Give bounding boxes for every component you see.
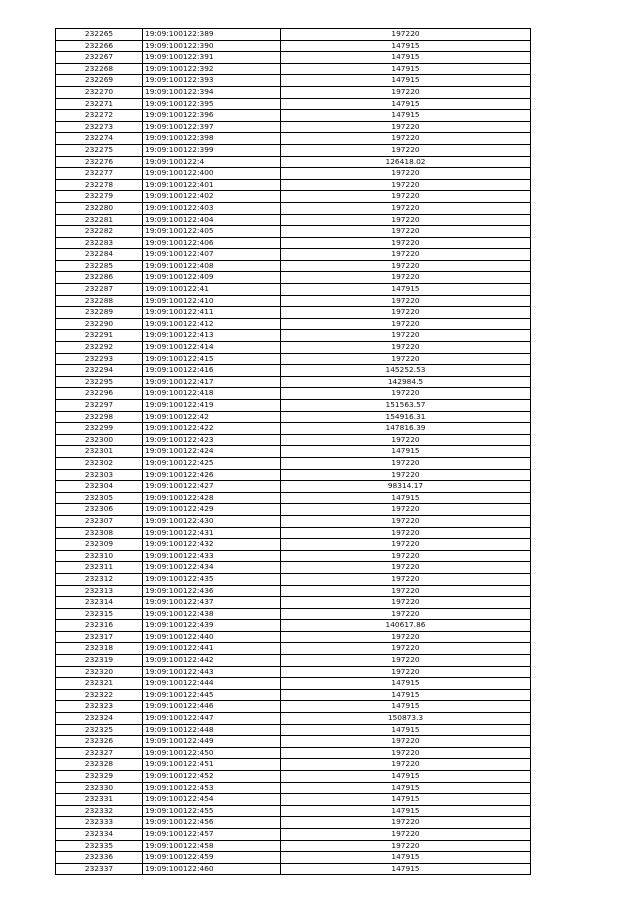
table-row bbox=[56, 400, 531, 412]
row-number-cell: 232329 bbox=[56, 771, 143, 783]
row-number-cell: 232331 bbox=[56, 794, 143, 806]
table-row bbox=[56, 724, 531, 736]
cadastral-number-cell: 19:09:100122:400 bbox=[143, 168, 281, 180]
cadastral-number-cell: 19:09:100122:449 bbox=[143, 736, 281, 748]
table-row bbox=[56, 852, 531, 864]
value-cell: 197220 bbox=[281, 469, 531, 481]
value-cell: 197220 bbox=[281, 202, 531, 214]
cadastral-number-cell: 19:09:100122:460 bbox=[143, 863, 281, 875]
value-cell: 147915 bbox=[281, 701, 531, 713]
row-number-cell: 232279 bbox=[56, 191, 143, 203]
cadastral-number-cell: 19:09:100122:430 bbox=[143, 515, 281, 527]
cadastral-number-cell: 19:09:100122:403 bbox=[143, 202, 281, 214]
table-row bbox=[56, 284, 531, 296]
value-cell: 197220 bbox=[281, 840, 531, 852]
table-row bbox=[56, 747, 531, 759]
cadastral-number-cell: 19:09:100122:459 bbox=[143, 852, 281, 864]
table-row bbox=[56, 608, 531, 620]
row-number-cell: 232293 bbox=[56, 353, 143, 365]
cadastral-number-cell: 19:09:100122:417 bbox=[143, 376, 281, 388]
cadastral-number-cell: 19:09:100122:433 bbox=[143, 550, 281, 562]
table-row bbox=[56, 492, 531, 504]
row-number-cell: 232302 bbox=[56, 457, 143, 469]
cadastral-number-cell: 19:09:100122:445 bbox=[143, 689, 281, 701]
value-cell: 126418.02 bbox=[281, 156, 531, 168]
table-row bbox=[56, 179, 531, 191]
table-row bbox=[56, 226, 531, 238]
table-row bbox=[56, 52, 531, 64]
value-cell: 197220 bbox=[281, 133, 531, 145]
table-row bbox=[56, 40, 531, 52]
value-cell: 147915 bbox=[281, 446, 531, 458]
table-row bbox=[56, 828, 531, 840]
data-table bbox=[55, 28, 531, 875]
value-cell: 197220 bbox=[281, 214, 531, 226]
row-number-cell: 232274 bbox=[56, 133, 143, 145]
cadastral-number-cell: 19:09:100122:436 bbox=[143, 585, 281, 597]
cadastral-number-cell: 19:09:100122:427 bbox=[143, 481, 281, 493]
value-cell: 197220 bbox=[281, 179, 531, 191]
value-cell: 147915 bbox=[281, 63, 531, 75]
table-row bbox=[56, 307, 531, 319]
cadastral-number-cell: 19:09:100122:450 bbox=[143, 747, 281, 759]
row-number-cell: 232325 bbox=[56, 724, 143, 736]
row-number-cell: 232311 bbox=[56, 562, 143, 574]
cadastral-number-cell: 19:09:100122:402 bbox=[143, 191, 281, 203]
value-cell: 197220 bbox=[281, 168, 531, 180]
table-row bbox=[56, 817, 531, 829]
row-number-cell: 232319 bbox=[56, 655, 143, 667]
cadastral-number-cell: 19:09:100122:407 bbox=[143, 249, 281, 261]
value-cell: 197220 bbox=[281, 655, 531, 667]
row-number-cell: 232278 bbox=[56, 179, 143, 191]
cadastral-number-cell: 19:09:100122:431 bbox=[143, 527, 281, 539]
value-cell: 151563.57 bbox=[281, 400, 531, 412]
table-row bbox=[56, 29, 531, 41]
table-row bbox=[56, 376, 531, 388]
value-cell: 98314.17 bbox=[281, 481, 531, 493]
table-row bbox=[56, 446, 531, 458]
value-cell: 197220 bbox=[281, 237, 531, 249]
row-number-cell: 232312 bbox=[56, 573, 143, 585]
row-number-cell: 232291 bbox=[56, 330, 143, 342]
cadastral-number-cell: 19:09:100122:432 bbox=[143, 539, 281, 551]
value-cell: 197220 bbox=[281, 260, 531, 272]
cadastral-number-cell: 19:09:100122:456 bbox=[143, 817, 281, 829]
row-number-cell: 232330 bbox=[56, 782, 143, 794]
row-number-cell: 232270 bbox=[56, 86, 143, 98]
value-cell: 197220 bbox=[281, 353, 531, 365]
cadastral-number-cell: 19:09:100122:406 bbox=[143, 237, 281, 249]
value-cell: 147915 bbox=[281, 724, 531, 736]
row-number-cell: 232334 bbox=[56, 828, 143, 840]
value-cell: 147915 bbox=[281, 284, 531, 296]
row-number-cell: 232304 bbox=[56, 481, 143, 493]
cadastral-number-cell: 19:09:100122:437 bbox=[143, 597, 281, 609]
value-cell: 150873.3 bbox=[281, 713, 531, 725]
cadastral-number-cell: 19:09:100122:434 bbox=[143, 562, 281, 574]
row-number-cell: 232333 bbox=[56, 817, 143, 829]
value-cell: 197220 bbox=[281, 817, 531, 829]
table-row bbox=[56, 504, 531, 516]
value-cell: 197220 bbox=[281, 121, 531, 133]
cadastral-number-cell: 19:09:100122:447 bbox=[143, 713, 281, 725]
table-row bbox=[56, 63, 531, 75]
value-cell: 142984.5 bbox=[281, 376, 531, 388]
value-cell: 197220 bbox=[281, 666, 531, 678]
table-row bbox=[56, 539, 531, 551]
cadastral-number-cell: 19:09:100122:453 bbox=[143, 782, 281, 794]
table-row bbox=[56, 759, 531, 771]
cadastral-number-cell: 19:09:100122:397 bbox=[143, 121, 281, 133]
value-cell: 147915 bbox=[281, 863, 531, 875]
row-number-cell: 232308 bbox=[56, 527, 143, 539]
row-number-cell: 232275 bbox=[56, 144, 143, 156]
value-cell: 197220 bbox=[281, 144, 531, 156]
value-cell: 147915 bbox=[281, 771, 531, 783]
table-row bbox=[56, 202, 531, 214]
table-row bbox=[56, 272, 531, 284]
row-number-cell: 232280 bbox=[56, 202, 143, 214]
table-row bbox=[56, 237, 531, 249]
cadastral-number-cell: 19:09:100122:416 bbox=[143, 365, 281, 377]
row-number-cell: 232286 bbox=[56, 272, 143, 284]
row-number-cell: 232297 bbox=[56, 400, 143, 412]
table-row bbox=[56, 515, 531, 527]
cadastral-number-cell: 19:09:100122:399 bbox=[143, 144, 281, 156]
cadastral-number-cell: 19:09:100122:457 bbox=[143, 828, 281, 840]
row-number-cell: 232271 bbox=[56, 98, 143, 110]
value-cell: 147915 bbox=[281, 40, 531, 52]
value-cell: 197220 bbox=[281, 191, 531, 203]
value-cell: 147915 bbox=[281, 110, 531, 122]
value-cell: 197220 bbox=[281, 272, 531, 284]
row-number-cell: 232265 bbox=[56, 29, 143, 41]
value-cell: 197220 bbox=[281, 759, 531, 771]
table-row bbox=[56, 562, 531, 574]
row-number-cell: 232306 bbox=[56, 504, 143, 516]
row-number-cell: 232269 bbox=[56, 75, 143, 87]
table-row bbox=[56, 330, 531, 342]
table-row bbox=[56, 318, 531, 330]
row-number-cell: 232323 bbox=[56, 701, 143, 713]
row-number-cell: 232305 bbox=[56, 492, 143, 504]
cadastral-number-cell: 19:09:100122:452 bbox=[143, 771, 281, 783]
row-number-cell: 232267 bbox=[56, 52, 143, 64]
table-row bbox=[56, 620, 531, 632]
table-row bbox=[56, 469, 531, 481]
cadastral-number-cell: 19:09:100122:412 bbox=[143, 318, 281, 330]
value-cell: 147915 bbox=[281, 492, 531, 504]
value-cell: 197220 bbox=[281, 573, 531, 585]
value-cell: 197220 bbox=[281, 597, 531, 609]
value-cell: 197220 bbox=[281, 457, 531, 469]
cadastral-number-cell: 19:09:100122:441 bbox=[143, 643, 281, 655]
row-number-cell: 232298 bbox=[56, 411, 143, 423]
value-cell: 197220 bbox=[281, 504, 531, 516]
table-row bbox=[56, 86, 531, 98]
table-row bbox=[56, 573, 531, 585]
table-row bbox=[56, 191, 531, 203]
cadastral-number-cell: 19:09:100122:458 bbox=[143, 840, 281, 852]
table-row bbox=[56, 121, 531, 133]
row-number-cell: 232326 bbox=[56, 736, 143, 748]
row-number-cell: 232335 bbox=[56, 840, 143, 852]
row-number-cell: 232337 bbox=[56, 863, 143, 875]
row-number-cell: 232314 bbox=[56, 597, 143, 609]
cadastral-number-cell: 19:09:100122:389 bbox=[143, 29, 281, 41]
cadastral-number-cell: 19:09:100122:409 bbox=[143, 272, 281, 284]
row-number-cell: 232310 bbox=[56, 550, 143, 562]
cadastral-number-cell: 19:09:100122:446 bbox=[143, 701, 281, 713]
table-row bbox=[56, 168, 531, 180]
row-number-cell: 232285 bbox=[56, 260, 143, 272]
value-cell: 197220 bbox=[281, 515, 531, 527]
value-cell: 147816.39 bbox=[281, 423, 531, 435]
value-cell: 145252.53 bbox=[281, 365, 531, 377]
value-cell: 197220 bbox=[281, 828, 531, 840]
row-number-cell: 232315 bbox=[56, 608, 143, 620]
row-number-cell: 232284 bbox=[56, 249, 143, 261]
value-cell: 147915 bbox=[281, 689, 531, 701]
row-number-cell: 232292 bbox=[56, 342, 143, 354]
value-cell: 197220 bbox=[281, 330, 531, 342]
row-number-cell: 232277 bbox=[56, 168, 143, 180]
table-row bbox=[56, 214, 531, 226]
value-cell: 197220 bbox=[281, 86, 531, 98]
table-row bbox=[56, 133, 531, 145]
cadastral-number-cell: 19:09:100122:390 bbox=[143, 40, 281, 52]
table-row bbox=[56, 481, 531, 493]
cadastral-number-cell: 19:09:100122:448 bbox=[143, 724, 281, 736]
value-cell: 197220 bbox=[281, 29, 531, 41]
value-cell: 197220 bbox=[281, 318, 531, 330]
row-number-cell: 232290 bbox=[56, 318, 143, 330]
table-row bbox=[56, 863, 531, 875]
row-number-cell: 232336 bbox=[56, 852, 143, 864]
table-row bbox=[56, 643, 531, 655]
cadastral-number-cell: 19:09:100122:439 bbox=[143, 620, 281, 632]
table-row bbox=[56, 144, 531, 156]
row-number-cell: 232276 bbox=[56, 156, 143, 168]
table-row bbox=[56, 423, 531, 435]
value-cell: 147915 bbox=[281, 98, 531, 110]
row-number-cell: 232287 bbox=[56, 284, 143, 296]
table-row bbox=[56, 550, 531, 562]
cadastral-number-cell: 19:09:100122:42 bbox=[143, 411, 281, 423]
row-number-cell: 232272 bbox=[56, 110, 143, 122]
table-row bbox=[56, 434, 531, 446]
row-number-cell: 232288 bbox=[56, 295, 143, 307]
value-cell: 197220 bbox=[281, 434, 531, 446]
table-row bbox=[56, 713, 531, 725]
row-number-cell: 232282 bbox=[56, 226, 143, 238]
row-number-cell: 232324 bbox=[56, 713, 143, 725]
row-number-cell: 232289 bbox=[56, 307, 143, 319]
cadastral-number-cell: 19:09:100122:435 bbox=[143, 573, 281, 585]
cadastral-number-cell: 19:09:100122:405 bbox=[143, 226, 281, 238]
value-cell: 197220 bbox=[281, 550, 531, 562]
table-row bbox=[56, 701, 531, 713]
table-row bbox=[56, 782, 531, 794]
row-number-cell: 232273 bbox=[56, 121, 143, 133]
table-body bbox=[56, 29, 531, 875]
row-number-cell: 232321 bbox=[56, 678, 143, 690]
table-row bbox=[56, 249, 531, 261]
table-row bbox=[56, 342, 531, 354]
cadastral-number-cell: 19:09:100122:410 bbox=[143, 295, 281, 307]
cadastral-number-cell: 19:09:100122:401 bbox=[143, 179, 281, 191]
value-cell: 147915 bbox=[281, 678, 531, 690]
table-row bbox=[56, 631, 531, 643]
table-row bbox=[56, 110, 531, 122]
value-cell: 197220 bbox=[281, 307, 531, 319]
table-row bbox=[56, 736, 531, 748]
cadastral-number-cell: 19:09:100122:414 bbox=[143, 342, 281, 354]
value-cell: 197220 bbox=[281, 747, 531, 759]
row-number-cell: 232294 bbox=[56, 365, 143, 377]
value-cell: 140617.86 bbox=[281, 620, 531, 632]
cadastral-number-cell: 19:09:100122:396 bbox=[143, 110, 281, 122]
value-cell: 197220 bbox=[281, 539, 531, 551]
cadastral-number-cell: 19:09:100122:404 bbox=[143, 214, 281, 226]
row-number-cell: 232320 bbox=[56, 666, 143, 678]
table-row bbox=[56, 585, 531, 597]
table-row bbox=[56, 666, 531, 678]
row-number-cell: 232295 bbox=[56, 376, 143, 388]
cadastral-number-cell: 19:09:100122:394 bbox=[143, 86, 281, 98]
table-row bbox=[56, 527, 531, 539]
cadastral-number-cell: 19:09:100122:41 bbox=[143, 284, 281, 296]
cadastral-number-cell: 19:09:100122:443 bbox=[143, 666, 281, 678]
table-row bbox=[56, 295, 531, 307]
row-number-cell: 232303 bbox=[56, 469, 143, 481]
value-cell: 197220 bbox=[281, 643, 531, 655]
value-cell: 147915 bbox=[281, 794, 531, 806]
table-row bbox=[56, 771, 531, 783]
cadastral-number-cell: 19:09:100122:4 bbox=[143, 156, 281, 168]
value-cell: 147915 bbox=[281, 782, 531, 794]
row-number-cell: 232327 bbox=[56, 747, 143, 759]
cadastral-number-cell: 19:09:100122:444 bbox=[143, 678, 281, 690]
table-row bbox=[56, 411, 531, 423]
table-row bbox=[56, 75, 531, 87]
cadastral-number-cell: 19:09:100122:418 bbox=[143, 388, 281, 400]
row-number-cell: 232266 bbox=[56, 40, 143, 52]
cadastral-number-cell: 19:09:100122:455 bbox=[143, 805, 281, 817]
value-cell: 147915 bbox=[281, 75, 531, 87]
cadastral-number-cell: 19:09:100122:429 bbox=[143, 504, 281, 516]
cadastral-number-cell: 19:09:100122:411 bbox=[143, 307, 281, 319]
row-number-cell: 232332 bbox=[56, 805, 143, 817]
row-number-cell: 232281 bbox=[56, 214, 143, 226]
cadastral-number-cell: 19:09:100122:393 bbox=[143, 75, 281, 87]
value-cell: 197220 bbox=[281, 388, 531, 400]
cadastral-number-cell: 19:09:100122:426 bbox=[143, 469, 281, 481]
cadastral-number-cell: 19:09:100122:423 bbox=[143, 434, 281, 446]
table-row bbox=[56, 365, 531, 377]
cadastral-number-cell: 19:09:100122:428 bbox=[143, 492, 281, 504]
value-cell: 197220 bbox=[281, 562, 531, 574]
table-row bbox=[56, 457, 531, 469]
cadastral-number-cell: 19:09:100122:442 bbox=[143, 655, 281, 667]
cadastral-number-cell: 19:09:100122:425 bbox=[143, 457, 281, 469]
table-row bbox=[56, 597, 531, 609]
value-cell: 197220 bbox=[281, 527, 531, 539]
cadastral-number-cell: 19:09:100122:451 bbox=[143, 759, 281, 771]
value-cell: 197220 bbox=[281, 608, 531, 620]
value-cell: 197220 bbox=[281, 585, 531, 597]
cadastral-number-cell: 19:09:100122:395 bbox=[143, 98, 281, 110]
row-number-cell: 232317 bbox=[56, 631, 143, 643]
value-cell: 147915 bbox=[281, 52, 531, 64]
value-cell: 197220 bbox=[281, 342, 531, 354]
cadastral-number-cell: 19:09:100122:391 bbox=[143, 52, 281, 64]
table-row bbox=[56, 678, 531, 690]
cadastral-number-cell: 19:09:100122:413 bbox=[143, 330, 281, 342]
row-number-cell: 232307 bbox=[56, 515, 143, 527]
row-number-cell: 232318 bbox=[56, 643, 143, 655]
cadastral-number-cell: 19:09:100122:422 bbox=[143, 423, 281, 435]
value-cell: 197220 bbox=[281, 295, 531, 307]
row-number-cell: 232296 bbox=[56, 388, 143, 400]
table-row bbox=[56, 689, 531, 701]
cadastral-number-cell: 19:09:100122:424 bbox=[143, 446, 281, 458]
row-number-cell: 232309 bbox=[56, 539, 143, 551]
row-number-cell: 232313 bbox=[56, 585, 143, 597]
cadastral-number-cell: 19:09:100122:415 bbox=[143, 353, 281, 365]
row-number-cell: 232300 bbox=[56, 434, 143, 446]
value-cell: 197220 bbox=[281, 736, 531, 748]
cadastral-number-cell: 19:09:100122:440 bbox=[143, 631, 281, 643]
row-number-cell: 232316 bbox=[56, 620, 143, 632]
table-row bbox=[56, 260, 531, 272]
table-row bbox=[56, 840, 531, 852]
table-row bbox=[56, 353, 531, 365]
table-row bbox=[56, 655, 531, 667]
cadastral-number-cell: 19:09:100122:454 bbox=[143, 794, 281, 806]
cadastral-number-cell: 19:09:100122:438 bbox=[143, 608, 281, 620]
value-cell: 147915 bbox=[281, 805, 531, 817]
table-row bbox=[56, 794, 531, 806]
row-number-cell: 232328 bbox=[56, 759, 143, 771]
value-cell: 147915 bbox=[281, 852, 531, 864]
row-number-cell: 232299 bbox=[56, 423, 143, 435]
row-number-cell: 232283 bbox=[56, 237, 143, 249]
value-cell: 154916.31 bbox=[281, 411, 531, 423]
value-cell: 197220 bbox=[281, 249, 531, 261]
table-row bbox=[56, 98, 531, 110]
row-number-cell: 232322 bbox=[56, 689, 143, 701]
row-number-cell: 232268 bbox=[56, 63, 143, 75]
table-row bbox=[56, 388, 531, 400]
row-number-cell: 232301 bbox=[56, 446, 143, 458]
cadastral-number-cell: 19:09:100122:398 bbox=[143, 133, 281, 145]
value-cell: 197220 bbox=[281, 631, 531, 643]
table-row bbox=[56, 156, 531, 168]
value-cell: 197220 bbox=[281, 226, 531, 238]
cadastral-number-cell: 19:09:100122:419 bbox=[143, 400, 281, 412]
cadastral-number-cell: 19:09:100122:392 bbox=[143, 63, 281, 75]
cadastral-number-cell: 19:09:100122:408 bbox=[143, 260, 281, 272]
table-row bbox=[56, 805, 531, 817]
